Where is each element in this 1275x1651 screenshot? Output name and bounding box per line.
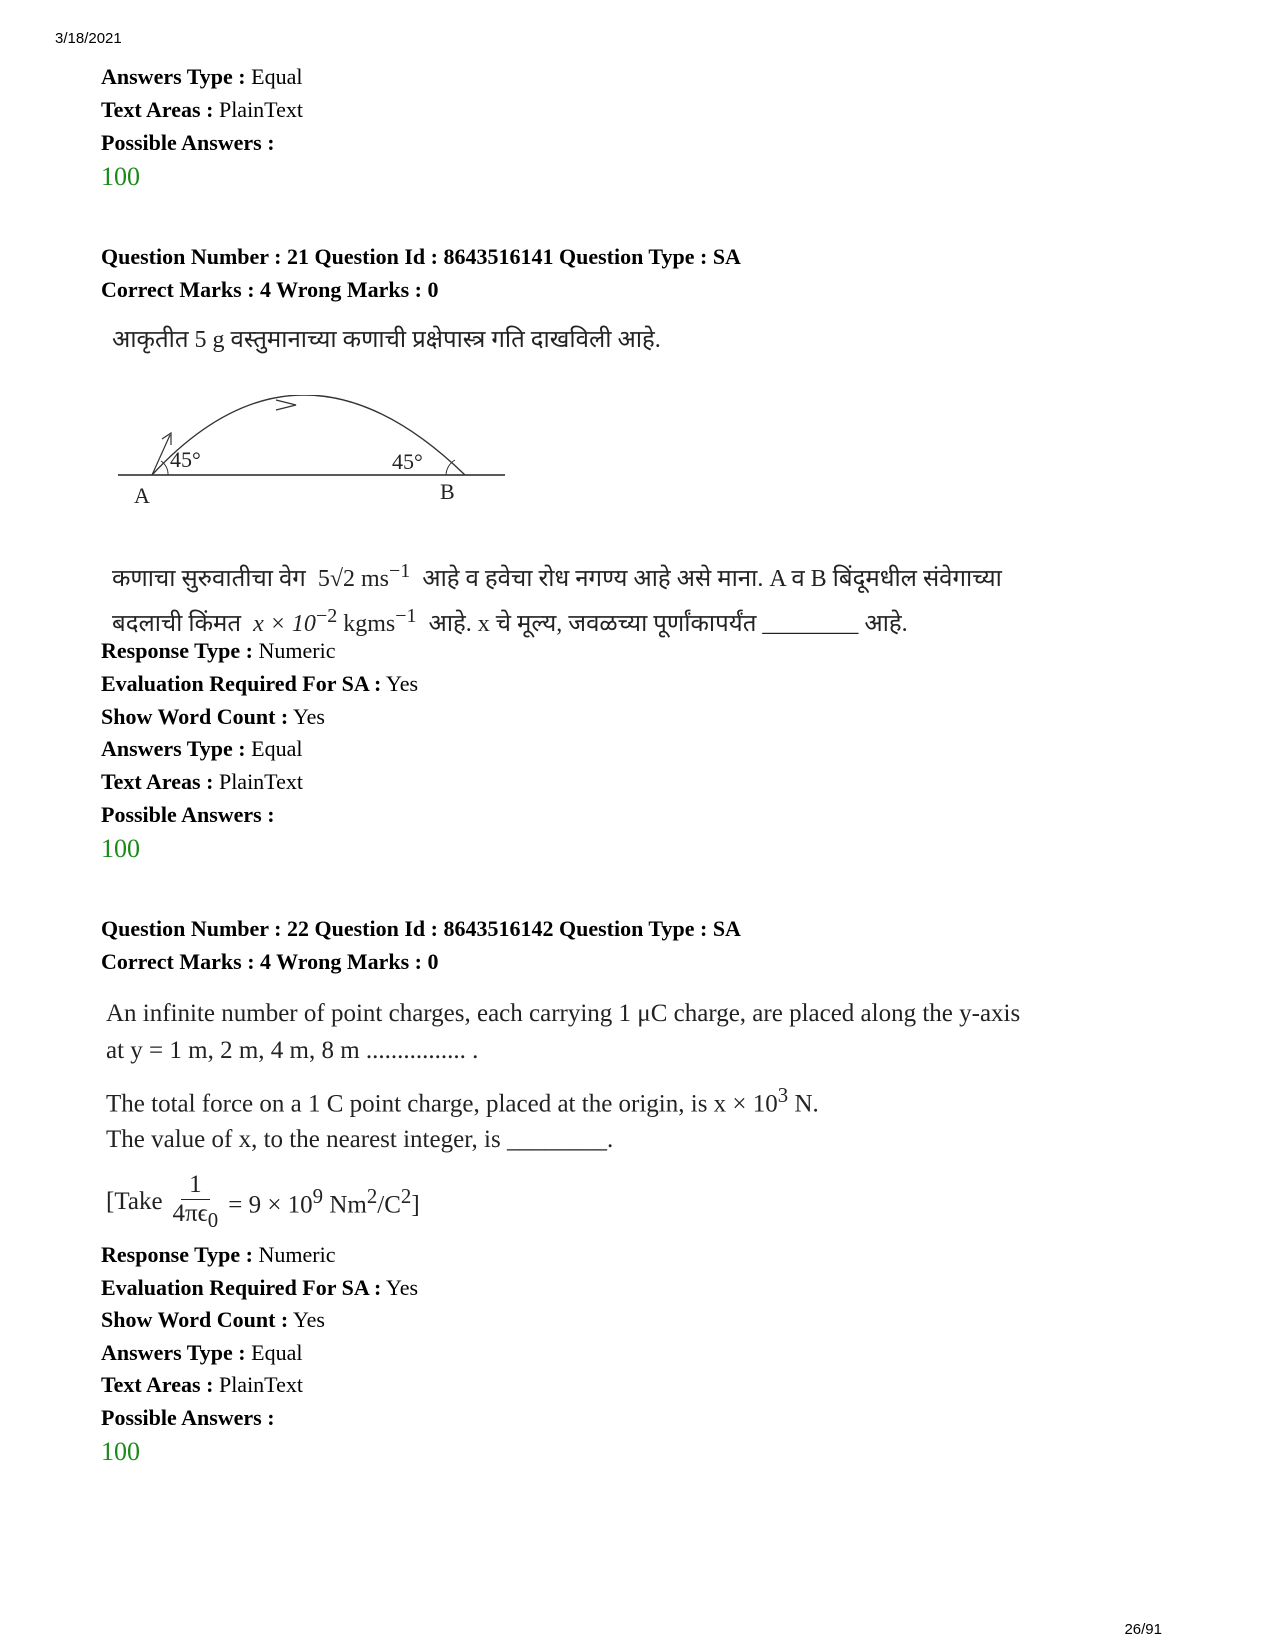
q22-marks: Correct Marks : 4 Wrong Marks : 0 xyxy=(101,949,439,974)
point-b-label: B xyxy=(440,479,455,504)
q22-text-line3: The total force on a 1 C point charge, placed at the origin, is $x \times 10^3$ N. xyxy=(106,1083,819,1118)
angle-arc-a xyxy=(161,461,168,475)
q21-evaluation-required: Evaluation Required For SA : Yes xyxy=(101,671,419,696)
q21-text-areas: Text Areas : PlainText xyxy=(101,769,303,794)
q22-text-line4: The value of x, to the nearest integer, is ________. xyxy=(106,1126,614,1153)
trajectory-arrow xyxy=(276,400,296,410)
q21-show-word-count: Show Word Count : Yes xyxy=(101,704,325,729)
q22-response-type: Response Type : Numeric xyxy=(101,1242,336,1267)
momentum-value: x × 10 xyxy=(253,611,316,637)
prev-possible-answer: 100 xyxy=(101,162,140,191)
fraction: $\frac{1}{4\pi\epsilon_0}$ xyxy=(172,1170,219,1232)
angle-a-label: 45° xyxy=(170,447,201,472)
q22-text-areas: Text Areas : PlainText xyxy=(101,1372,303,1397)
q21-possible-answers-label: Possible Answers : xyxy=(101,802,275,827)
q22-answers-type: Answers Type : Equal xyxy=(101,1340,303,1365)
q22-constant-formula: [Take $\frac{1}{4\pi\epsilon_0}$ = $9 \times 10^9$ $Nm^2/C^2$] xyxy=(106,1170,420,1232)
q21-text-line1: आकृतीत 5 g वस्तुमानाच्या कणाची प्रक्षेपास्त्र गति दाखविली आहे. xyxy=(112,327,661,353)
page-number: 26/91 xyxy=(1124,1621,1162,1638)
point-a-label: A xyxy=(134,483,150,508)
q22-possible-answers-label: Possible Answers : xyxy=(101,1405,275,1430)
velocity-value: 5√2 ms xyxy=(317,566,389,592)
prev-possible-answers-label: Possible Answers : xyxy=(101,130,275,155)
q22-text-line1: An infinite number of point charges, each carrying 1 μC charge, are placed along the y-axis xyxy=(106,1000,1021,1027)
q21-header: Question Number : 21 Question Id : 8643516141 Question Type : SA xyxy=(101,244,741,269)
q22-show-word-count: Show Word Count : Yes xyxy=(101,1307,325,1332)
q21-answers-type: Answers Type : Equal xyxy=(101,736,303,761)
q21-text-line3: बदलाची किंमत $x \times 10^{-2}$ kgms$^{-1}$ आहे. x चे मूल्य, जवळच्या पूर्णांकापर्यंत ________ आहे. xyxy=(112,605,908,637)
q21-text-line2: कणाचा सुरुवातीचा वेग 5√2 $ms^{-1}$ आहे व हवेचा रोध नगण्य आहे असे माना. A व B बिंदूमधील संवेगाच्या xyxy=(112,560,1002,592)
q21-response-type: Response Type : Numeric xyxy=(101,638,336,663)
projectile-diagram xyxy=(110,395,510,510)
prev-text-areas: Text Areas : PlainText xyxy=(101,97,303,122)
q22-text-line2: at y = 1 m, 2 m, 4 m, 8 m ................ . xyxy=(106,1037,479,1064)
print-date: 3/18/2021 xyxy=(55,30,122,47)
q22-evaluation-required: Evaluation Required For SA : Yes xyxy=(101,1275,419,1300)
q21-possible-answer: 100 xyxy=(101,834,140,863)
q22-possible-answer: 100 xyxy=(101,1437,140,1466)
q21-marks: Correct Marks : 4 Wrong Marks : 0 xyxy=(101,277,439,302)
prev-answers-type: Answers Type : Equal xyxy=(101,64,303,89)
angle-b-label: 45° xyxy=(392,449,423,474)
q22-header: Question Number : 22 Question Id : 8643516142 Question Type : SA xyxy=(101,916,741,941)
